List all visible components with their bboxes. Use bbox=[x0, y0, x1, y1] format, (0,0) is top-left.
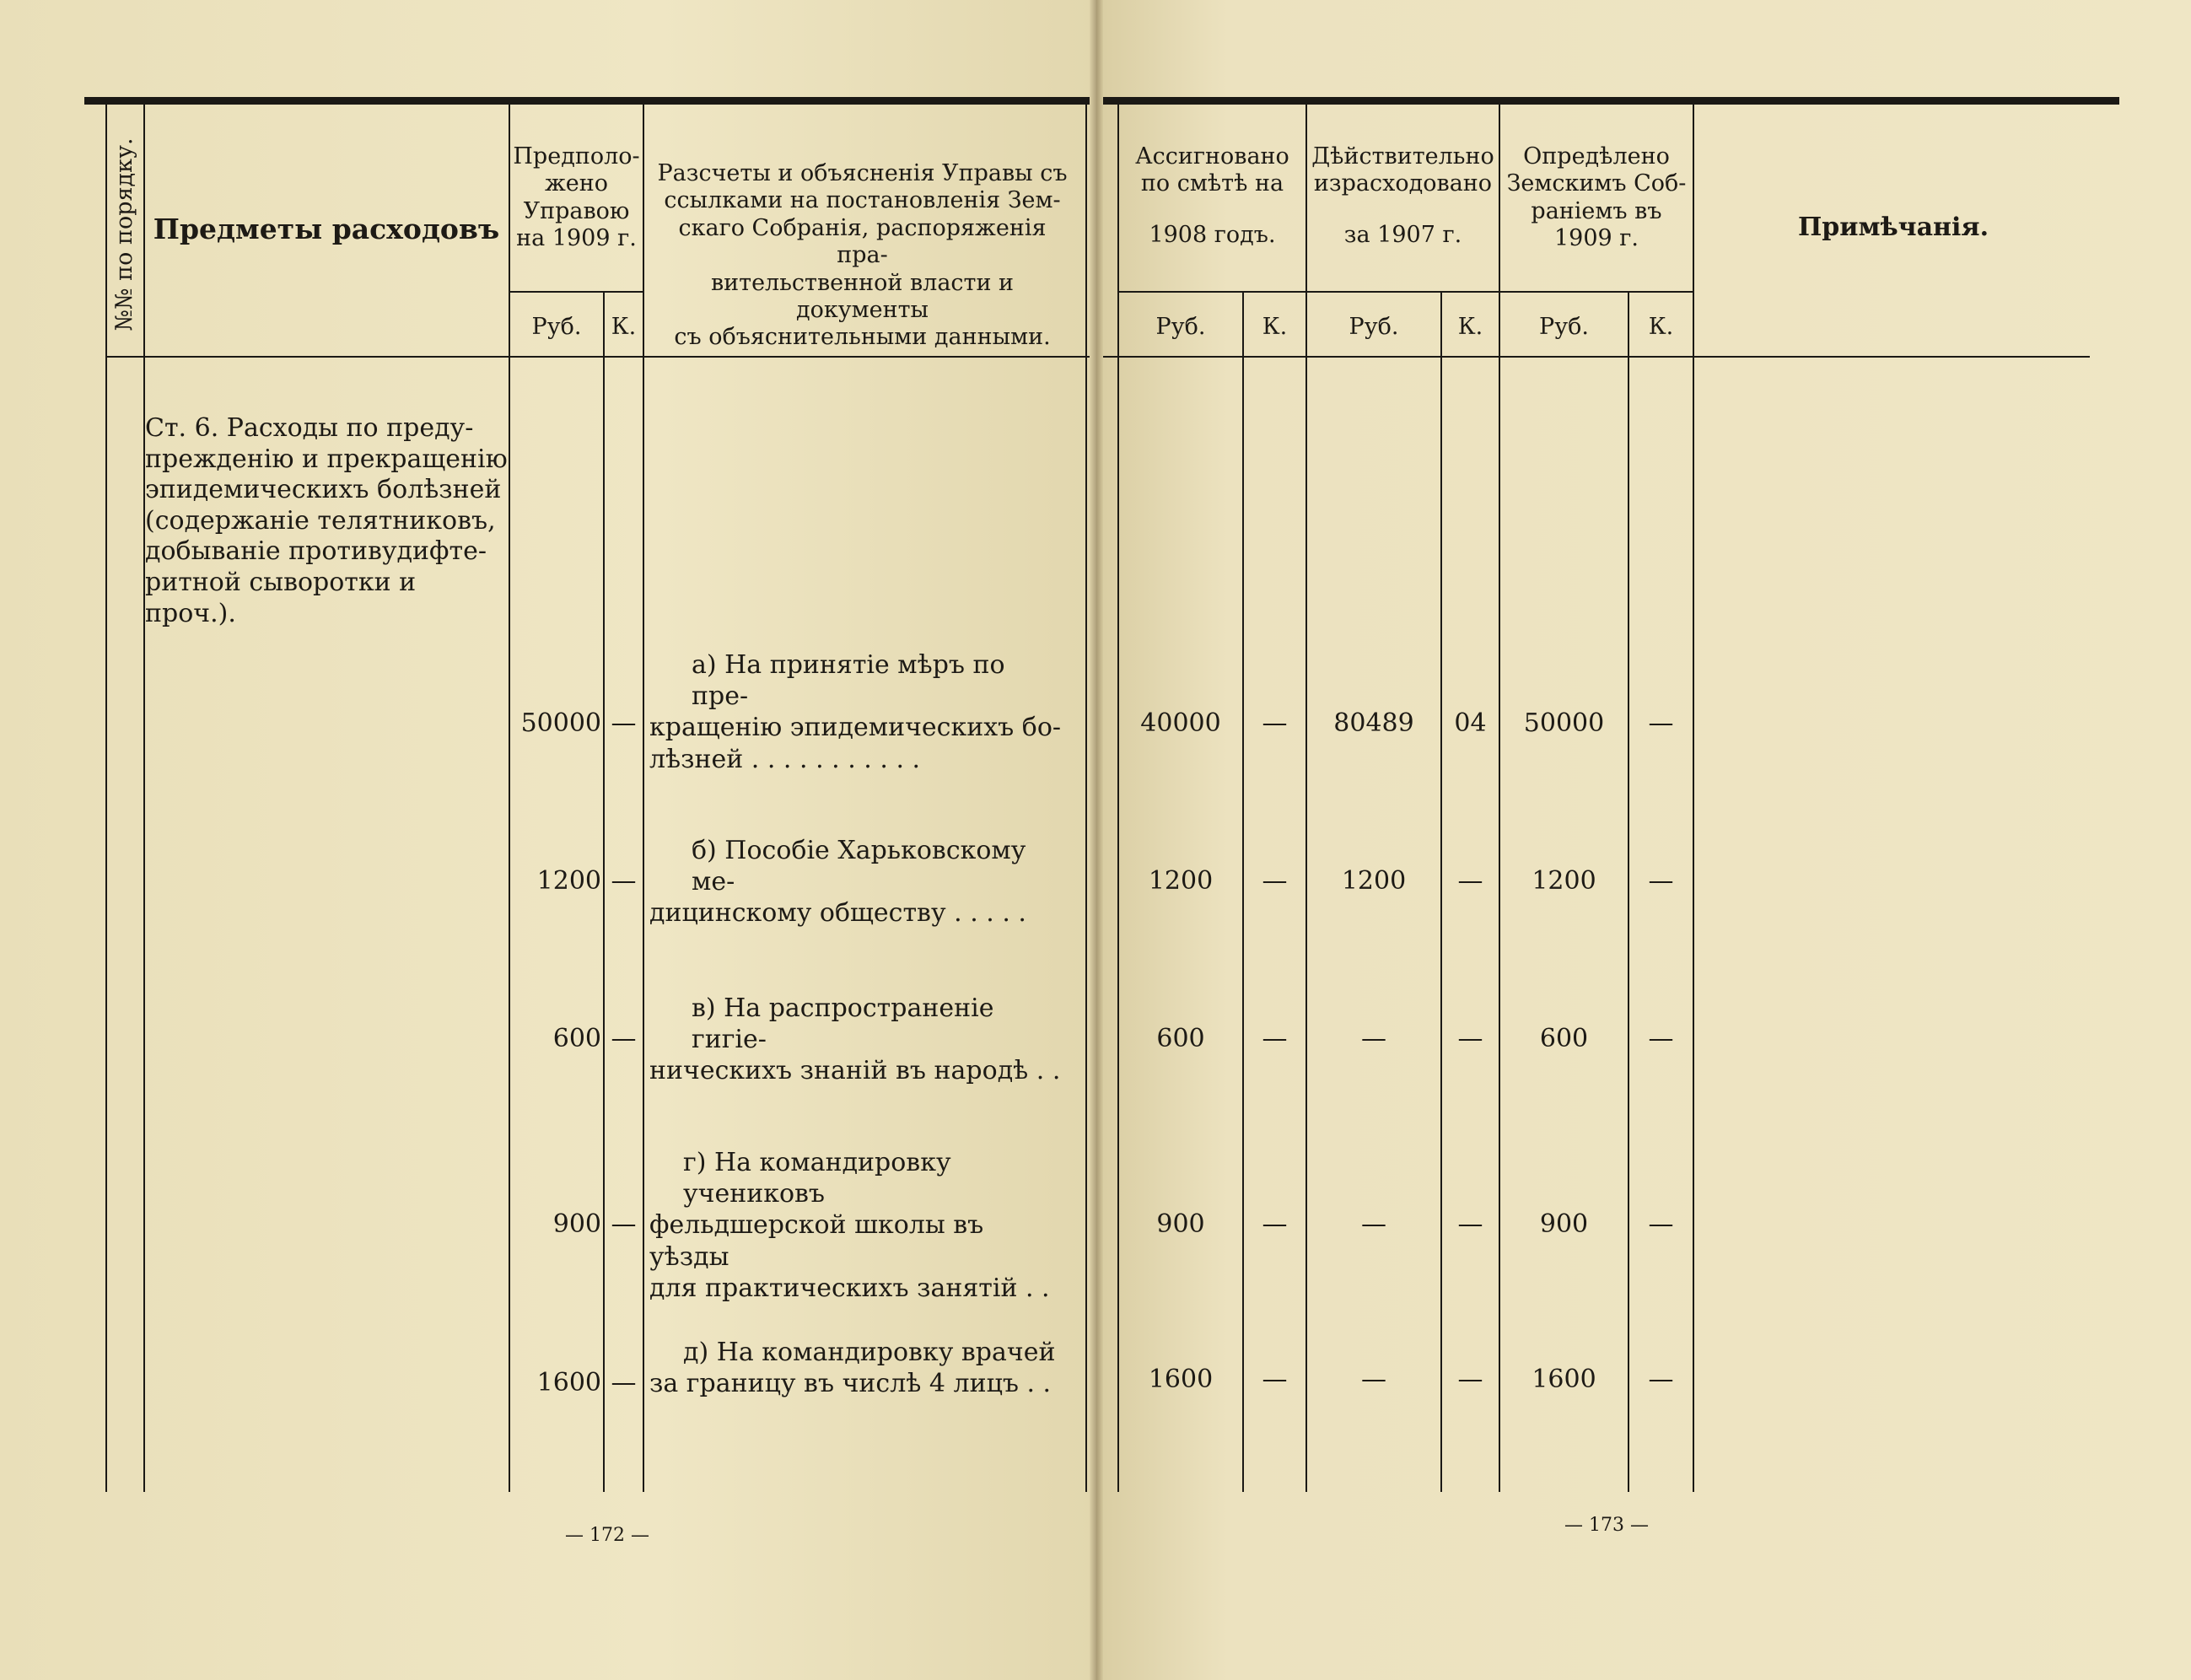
row3-assigned-rub: 600 bbox=[1156, 1024, 1205, 1053]
item-d-rub: 900 bbox=[552, 1209, 601, 1239]
col-notes-header: Примѣчанія. bbox=[1797, 213, 1989, 242]
page-number-right: — 173 — bbox=[1564, 1515, 1649, 1536]
proposed-kop-header: К. bbox=[611, 314, 637, 340]
spent-right-vline bbox=[1499, 105, 1500, 1492]
item-a-rub: 50000 bbox=[520, 708, 601, 738]
assigned-right-vline bbox=[1305, 105, 1307, 1492]
determined-kop-header: К. bbox=[1648, 314, 1674, 340]
col-spent-header: Дѣйствительно израсходовано за 1907 г. bbox=[1311, 143, 1494, 248]
subheader-rule-right bbox=[1117, 291, 1693, 293]
row1-spent-kop: 04 bbox=[1454, 708, 1487, 738]
col-subject-header: Предметы расходовъ bbox=[153, 213, 500, 245]
assigned-rub-header: Руб. bbox=[1155, 314, 1206, 340]
col-proposed-header: Предполо- жено Управою на 1909 г. bbox=[513, 143, 640, 252]
row5-assigned-kop: — bbox=[1262, 1365, 1288, 1394]
item-b-rub: 1200 bbox=[536, 866, 601, 896]
row5-spent-rub: — bbox=[1361, 1365, 1386, 1394]
row2-determined-kop: — bbox=[1648, 866, 1674, 896]
subject-col-vline bbox=[509, 105, 510, 1492]
col-number-header: №№ по порядку. bbox=[111, 137, 137, 331]
row3-spent-kop: — bbox=[1457, 1024, 1483, 1053]
row5-spent-kop: — bbox=[1457, 1365, 1483, 1394]
row5-determined-rub: 1600 bbox=[1532, 1365, 1596, 1394]
row3-assigned-kop: — bbox=[1262, 1024, 1288, 1053]
page-number-left: — 172 — bbox=[565, 1525, 649, 1546]
row1-spent-rub: 80489 bbox=[1333, 708, 1414, 738]
item-b-kop: — bbox=[611, 866, 637, 896]
row4-assigned-kop: — bbox=[1262, 1209, 1288, 1239]
row5-determined-kop: — bbox=[1648, 1365, 1674, 1394]
col-assigned-header: Ассигновано по смѣтѣ на 1908 годъ. bbox=[1135, 143, 1289, 248]
row4-determined-kop: — bbox=[1648, 1209, 1674, 1239]
row3-spent-rub: — bbox=[1361, 1024, 1386, 1053]
row2-spent-kop: — bbox=[1457, 866, 1483, 896]
row4-determined-rub: 900 bbox=[1539, 1209, 1589, 1239]
book-spine bbox=[1090, 0, 1103, 1680]
assigned-left-vline bbox=[1117, 105, 1119, 1492]
item-e-kop: — bbox=[611, 1368, 637, 1397]
row2-spent-rub: 1200 bbox=[1341, 866, 1407, 896]
spent-kop-header: К. bbox=[1457, 314, 1483, 340]
item-b-text: б) Пособіе Харьковскому ме- дицинскому обществу . . . . . bbox=[649, 836, 1026, 929]
row3-determined-kop: — bbox=[1648, 1024, 1674, 1053]
row4-assigned-rub: 900 bbox=[1156, 1209, 1205, 1239]
item-e-text: д) На командировку врачей за границу въ числѣ 4 лицъ . . bbox=[649, 1338, 1056, 1399]
determined-right-vline bbox=[1693, 105, 1694, 1492]
row2-assigned-rub: 1200 bbox=[1148, 866, 1214, 896]
assigned-kop-header: К. bbox=[1262, 314, 1288, 340]
spent-rub-header: Руб. bbox=[1349, 314, 1399, 340]
item-c-text: в) На распространеніе гигіе- ническихъ знаній въ народѣ . . bbox=[649, 993, 1061, 1086]
row1-determined-rub: 50000 bbox=[1523, 708, 1605, 738]
row1-assigned-kop: — bbox=[1262, 708, 1288, 738]
item-e-rub: 1600 bbox=[536, 1368, 601, 1397]
row5-assigned-rub: 1600 bbox=[1148, 1365, 1214, 1394]
item-c-kop: — bbox=[611, 1024, 637, 1053]
row2-determined-rub: 1200 bbox=[1532, 866, 1596, 896]
row2-assigned-kop: — bbox=[1262, 866, 1288, 896]
proposed-rub-header: Руб. bbox=[531, 314, 582, 340]
col-determined-header: Опредѣлено Земскимъ Соб- раніемъ въ 1909 г. bbox=[1506, 143, 1687, 252]
item-d-text: г) На командировку учениковъ фельдшерской школы въ уѣзды для практическихъ занятій . . bbox=[649, 1148, 1050, 1303]
col-explanations-header: Разсчеты и объясненія Управы съ ссылками на постановленія Зем- скаго Собранія, распоряженія пра- вительственной власти и документы съ объяснительными данными. bbox=[657, 160, 1068, 351]
article-6-title: Ст. 6. Расходы по преду- прежденію и прекращенію эпидемическихъ болѣзней (содержаніе телятниковъ, добываніе противудифте- ритной сыворотки и проч.). bbox=[145, 413, 508, 628]
proposed-col-vline bbox=[643, 105, 644, 1492]
header-bottom-rule-left bbox=[105, 356, 1090, 358]
row4-spent-rub: — bbox=[1361, 1209, 1386, 1239]
right-edge-vline-left bbox=[1085, 105, 1087, 1492]
item-d-kop: — bbox=[611, 1209, 637, 1239]
determined-rub-header: Руб. bbox=[1539, 314, 1589, 340]
row3-determined-rub: 600 bbox=[1539, 1024, 1589, 1053]
top-rule-left bbox=[84, 97, 1090, 105]
subheader-rule-left bbox=[510, 291, 643, 293]
item-a-text: а) На принятіе мѣръ по пре- кращенію эпидемическихъ бо- лѣзней . . . . . . . . . . . bbox=[649, 650, 1062, 774]
header-bottom-rule-right bbox=[1103, 356, 2090, 358]
row1-determined-kop: — bbox=[1648, 708, 1674, 738]
num-col-vline bbox=[143, 105, 145, 1492]
item-a-kop: — bbox=[611, 708, 637, 738]
top-rule-right bbox=[1103, 97, 2119, 105]
row4-spent-kop: — bbox=[1457, 1209, 1483, 1239]
item-c-rub: 600 bbox=[552, 1024, 601, 1053]
left-outer-vline bbox=[105, 105, 107, 1492]
row1-assigned-rub: 40000 bbox=[1140, 708, 1221, 738]
